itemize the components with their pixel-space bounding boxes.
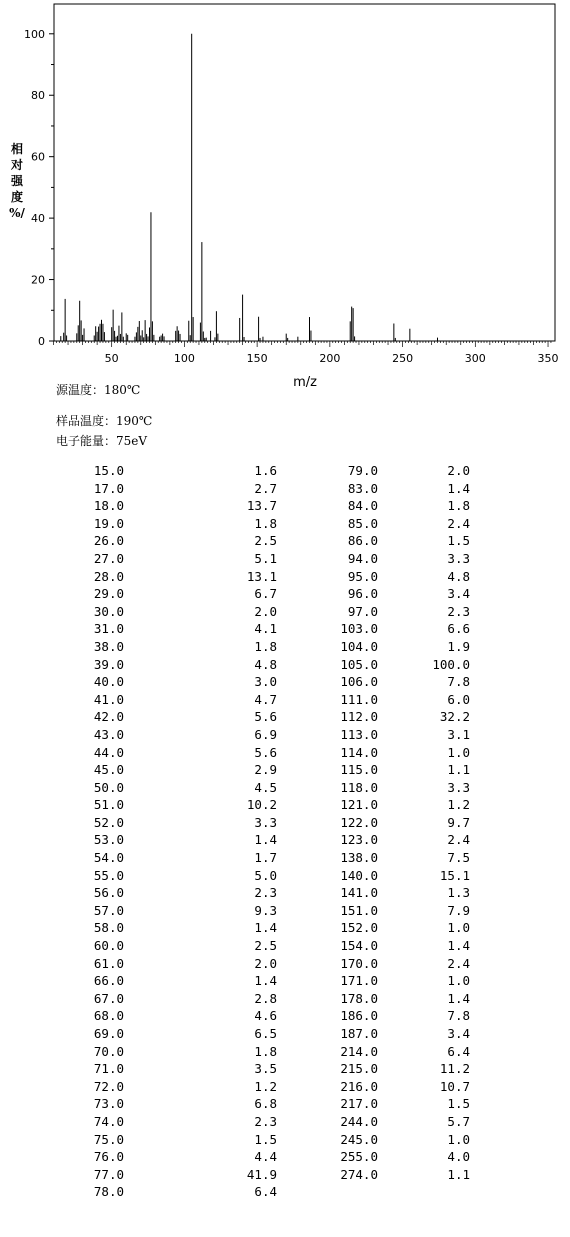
- peak-row: [60, 744, 277, 762]
- peak-intensity: 13.1: [246, 568, 277, 584]
- peak-mz: 123.0: [340, 832, 378, 848]
- peak-mz: 255.0: [340, 1149, 378, 1165]
- peak-mz: 58.0: [93, 920, 124, 936]
- peak-mz: 114.0: [340, 744, 378, 760]
- peak-intensity: 13.7: [246, 498, 277, 514]
- peak-row: [60, 831, 277, 849]
- peak-intensity: 41.9: [246, 1166, 277, 1182]
- peak-mz: 51.0: [93, 797, 124, 813]
- peak-row: [314, 691, 470, 709]
- peak-row: [60, 620, 277, 638]
- peak-row: [314, 1043, 470, 1061]
- peak-intensity: 1.4: [254, 832, 277, 848]
- peak-intensity: 1.4: [447, 938, 470, 954]
- peak-mz: 77.0: [93, 1166, 124, 1182]
- peak-mz: 115.0: [340, 762, 378, 778]
- peak-intensity: 4.8: [447, 568, 470, 584]
- x-tick-label: 50: [104, 352, 119, 365]
- peak-row: [314, 779, 470, 797]
- peak-mz: 215.0: [340, 1061, 378, 1077]
- peak-intensity: 6.5: [254, 1026, 277, 1041]
- peak-intensity: 6.7: [254, 586, 277, 602]
- peak-row: [60, 1078, 277, 1096]
- peak-intensity: 4.6: [254, 1008, 277, 1024]
- peak-row: [314, 937, 470, 955]
- peak-row: [60, 656, 277, 674]
- peak-row: [314, 849, 470, 867]
- peak-mz: 54.0: [93, 850, 124, 866]
- peak-intensity: 9.3: [254, 902, 277, 918]
- peak-intensity: 6.4: [447, 1043, 470, 1059]
- peak-mz: 122.0: [340, 814, 378, 830]
- y-axis-label-char: 相: [10, 142, 24, 156]
- peak-mz: 186.0: [340, 1008, 378, 1024]
- peak-intensity: 5.0: [254, 867, 277, 883]
- peak-mz: 85.0: [347, 515, 378, 531]
- peak-mz: 53.0: [93, 832, 124, 848]
- peak-intensity: 1.4: [447, 480, 470, 496]
- x-tick-label: 150: [246, 352, 268, 365]
- peak-mz: 216.0: [340, 1078, 378, 1094]
- x-tick-label: 100: [173, 352, 195, 365]
- peak-row: [60, 884, 277, 902]
- peak-intensity: 1.0: [447, 1131, 470, 1147]
- peak-intensity: 1.3: [447, 885, 470, 901]
- peak-row: [60, 919, 277, 937]
- peak-intensity: 3.4: [447, 1026, 470, 1041]
- peak-intensity: 2.0: [254, 603, 277, 619]
- peak-mz: 38.0: [93, 638, 124, 654]
- peak-intensity: 2.7: [254, 480, 277, 496]
- peak-mz: 73.0: [93, 1096, 124, 1112]
- peak-row: [314, 1025, 470, 1043]
- peak-mz: 84.0: [347, 498, 378, 514]
- peak-intensity: 3.5: [254, 1061, 277, 1077]
- peak-mz: 141.0: [340, 885, 378, 901]
- peak-row: [314, 1078, 470, 1096]
- peak-mz: 69.0: [93, 1026, 124, 1041]
- peak-mz: 104.0: [340, 638, 378, 654]
- peak-mz: 66.0: [93, 973, 124, 989]
- peak-intensity: 2.0: [254, 955, 277, 971]
- peak-intensity: 5.6: [254, 709, 277, 725]
- peak-row: [314, 919, 470, 937]
- peak-intensity: 10.7: [439, 1078, 470, 1094]
- peak-intensity: 3.3: [447, 550, 470, 566]
- peak-intensity: 1.4: [254, 920, 277, 936]
- peak-row: [314, 638, 470, 656]
- peak-mz: 138.0: [340, 850, 378, 866]
- peak-row: [314, 814, 470, 832]
- peak-row: [60, 568, 277, 586]
- peak-row: [60, 532, 277, 550]
- peak-mz: 42.0: [93, 709, 124, 725]
- peak-table-left: [60, 462, 277, 1201]
- peak-row: [314, 744, 470, 762]
- peak-row: [314, 603, 470, 621]
- peak-intensity: 3.1: [447, 726, 470, 742]
- peak-mz: 178.0: [340, 990, 378, 1006]
- peak-intensity: 1.4: [254, 973, 277, 989]
- peak-row: [314, 902, 470, 920]
- peak-row: [60, 1025, 277, 1043]
- peak-row: [314, 480, 470, 498]
- peak-intensity: 3.3: [447, 779, 470, 795]
- peak-mz: 97.0: [347, 603, 378, 619]
- peak-intensity: 6.0: [447, 691, 470, 707]
- peak-mz: 26.0: [93, 533, 124, 549]
- peak-mz: 121.0: [340, 797, 378, 813]
- y-tick-label: 0: [38, 335, 45, 348]
- peak-mz: 17.0: [93, 480, 124, 496]
- peak-row: [314, 1007, 470, 1025]
- peak-row: [60, 603, 277, 621]
- y-tick-label: 100: [24, 27, 45, 41]
- peak-row: [314, 673, 470, 691]
- peak-row: [60, 1043, 277, 1061]
- peak-intensity: 1.8: [254, 638, 277, 654]
- peak-row: [60, 955, 277, 973]
- peak-row: [314, 831, 470, 849]
- peak-row: [314, 1166, 470, 1184]
- peak-intensity: 4.5: [254, 779, 277, 795]
- x-tick-label: 300: [464, 352, 486, 365]
- peak-mz: 27.0: [93, 550, 124, 566]
- peak-intensity: 1.5: [447, 533, 470, 549]
- peak-row: [60, 1148, 277, 1166]
- peak-mz: 244.0: [340, 1113, 378, 1129]
- peak-mz: 44.0: [93, 744, 124, 760]
- peak-mz: 171.0: [340, 973, 378, 989]
- peak-row: [314, 1113, 470, 1131]
- peak-intensity: 1.8: [254, 1043, 277, 1059]
- peak-row: [314, 1131, 470, 1149]
- peak-mz: 152.0: [340, 920, 378, 936]
- peak-intensity: 6.8: [254, 1096, 277, 1112]
- peak-mz: 86.0: [347, 533, 378, 549]
- peak-mz: 94.0: [347, 550, 378, 566]
- peak-intensity: 2.5: [254, 533, 277, 549]
- peak-row: [60, 726, 277, 744]
- peak-intensity: 1.1: [447, 1166, 470, 1182]
- peak-row: [60, 691, 277, 709]
- peak-row: [60, 849, 277, 867]
- peak-intensity: 3.3: [254, 814, 277, 830]
- peak-mz: 45.0: [93, 762, 124, 778]
- peak-row: [60, 990, 277, 1008]
- peak-intensity: 1.0: [447, 973, 470, 989]
- peak-mz: 118.0: [340, 779, 378, 795]
- peak-mz: 56.0: [93, 885, 124, 901]
- peak-row: [314, 1148, 470, 1166]
- peak-mz: 74.0: [93, 1113, 124, 1129]
- peak-intensity: 2.4: [447, 515, 470, 531]
- peak-intensity: 9.7: [447, 814, 470, 830]
- peak-intensity: 2.3: [254, 885, 277, 901]
- peak-intensity: 4.7: [254, 691, 277, 707]
- peak-intensity: 2.4: [447, 832, 470, 848]
- peak-row: [314, 972, 470, 990]
- electron-energy: 电子能量：75eV: [56, 434, 148, 448]
- peak-row: [60, 1007, 277, 1025]
- peak-mz: 67.0: [93, 990, 124, 1006]
- peak-row: [314, 796, 470, 814]
- peak-mz: 41.0: [93, 691, 124, 707]
- peak-intensity: 7.8: [447, 674, 470, 690]
- peak-row: [314, 867, 470, 885]
- peak-mz: 61.0: [93, 955, 124, 971]
- peak-row: [60, 462, 277, 480]
- peak-row: [314, 515, 470, 533]
- peak-intensity: 3.0: [254, 674, 277, 690]
- peak-intensity: 7.8: [447, 1008, 470, 1024]
- peak-row: [314, 884, 470, 902]
- peak-mz: 187.0: [340, 1026, 378, 1041]
- peak-intensity: 2.5: [254, 938, 277, 954]
- peak-intensity: 1.0: [447, 744, 470, 760]
- peak-row: [60, 814, 277, 832]
- peak-mz: 60.0: [93, 938, 124, 954]
- peak-intensity: 1.7: [254, 850, 277, 866]
- peak-intensity: 7.9: [447, 902, 470, 918]
- peak-mz: 19.0: [93, 515, 124, 531]
- peak-row: [314, 1060, 470, 1078]
- peak-mz: 96.0: [347, 586, 378, 602]
- peak-intensity: 5.1: [254, 550, 277, 566]
- peak-mz: 52.0: [93, 814, 124, 830]
- peak-intensity: 100.0: [432, 656, 470, 672]
- peak-row: [60, 550, 277, 568]
- peak-mz: 106.0: [340, 674, 378, 690]
- peak-row: [60, 867, 277, 885]
- peak-mz: 55.0: [93, 867, 124, 883]
- peak-intensity: 1.6: [254, 463, 277, 478]
- peak-intensity: 4.1: [254, 621, 277, 637]
- peak-intensity: 11.2: [439, 1061, 470, 1077]
- peak-intensity: 1.5: [254, 1131, 277, 1147]
- peak-row: [60, 515, 277, 533]
- peak-row: [60, 937, 277, 955]
- peak-intensity: 32.2: [439, 709, 470, 725]
- peak-row: [60, 1131, 277, 1149]
- source-temperature: 源温度：180℃: [56, 383, 141, 397]
- peak-row: [314, 726, 470, 744]
- peak-mz: 40.0: [93, 674, 124, 690]
- x-axis-label: m/z: [293, 375, 317, 390]
- peak-row: [60, 796, 277, 814]
- peak-row: [60, 585, 277, 603]
- peak-row: [314, 462, 470, 480]
- peak-intensity: 1.2: [254, 1078, 277, 1094]
- peak-mz: 112.0: [340, 709, 378, 725]
- mass-spectrum-chart: [0, 0, 570, 395]
- peak-row: [60, 497, 277, 515]
- peak-intensity: 5.6: [254, 744, 277, 760]
- peak-mz: 57.0: [93, 902, 124, 918]
- peak-row: [60, 972, 277, 990]
- peak-row: [60, 708, 277, 726]
- peak-mz: 170.0: [340, 955, 378, 971]
- peak-intensity: 10.2: [246, 797, 277, 813]
- peak-mz: 103.0: [340, 621, 378, 637]
- peak-intensity: 2.3: [254, 1113, 277, 1129]
- peak-mz: 274.0: [340, 1166, 378, 1182]
- peak-mz: 50.0: [93, 779, 124, 795]
- peak-mz: 154.0: [340, 938, 378, 954]
- peak-intensity: 2.0: [447, 463, 470, 478]
- y-tick-label: 80: [31, 89, 45, 103]
- peak-intensity: 4.4: [254, 1149, 277, 1165]
- peak-intensity: 1.4: [447, 990, 470, 1006]
- peak-mz: 72.0: [93, 1078, 124, 1094]
- peak-mz: 28.0: [93, 568, 124, 584]
- peak-row: [314, 990, 470, 1008]
- peak-row: [314, 1095, 470, 1113]
- peak-row: [60, 480, 277, 498]
- peak-intensity: 15.1: [439, 867, 470, 883]
- peak-intensity: 7.5: [447, 850, 470, 866]
- peak-mz: 245.0: [340, 1131, 378, 1147]
- peak-row: [314, 620, 470, 638]
- peak-row: [314, 497, 470, 515]
- peak-mz: 214.0: [340, 1043, 378, 1059]
- peak-mz: 83.0: [347, 480, 378, 496]
- peak-intensity: 1.9: [447, 638, 470, 654]
- peak-intensity: 2.8: [254, 990, 277, 1006]
- peak-mz: 75.0: [93, 1131, 124, 1147]
- peak-mz: 76.0: [93, 1149, 124, 1165]
- peak-intensity: 5.7: [447, 1113, 470, 1129]
- peak-mz: 18.0: [93, 498, 124, 514]
- peak-mz: 111.0: [340, 691, 378, 707]
- y-tick-label: 20: [31, 273, 45, 287]
- x-tick-label: 350: [537, 352, 559, 365]
- x-tick-label: 200: [319, 352, 341, 365]
- peak-mz: 78.0: [93, 1184, 124, 1200]
- peak-intensity: 6.9: [254, 726, 277, 742]
- peak-row: [314, 532, 470, 550]
- peak-intensity: 6.4: [254, 1184, 277, 1200]
- peak-row: [314, 550, 470, 568]
- y-axis-label-char: 对: [10, 158, 24, 172]
- peak-row: [60, 673, 277, 691]
- peak-intensity: 2.4: [447, 955, 470, 971]
- peak-intensity: 3.4: [447, 586, 470, 602]
- peak-mz: 113.0: [340, 726, 378, 742]
- peak-intensity: 2.9: [254, 762, 277, 778]
- peak-row: [314, 585, 470, 603]
- peak-row: [60, 779, 277, 797]
- peak-intensity: 1.2: [447, 797, 470, 813]
- peak-mz: 217.0: [340, 1096, 378, 1112]
- plot-frame: [54, 4, 555, 341]
- peak-intensity: 1.5: [447, 1096, 470, 1112]
- peak-intensity: 1.0: [447, 920, 470, 936]
- peak-intensity: 4.8: [254, 656, 277, 672]
- y-tick-label: 40: [31, 212, 45, 226]
- peak-mz: 95.0: [347, 568, 378, 584]
- peak-table-right: [314, 462, 470, 1183]
- peak-mz: 140.0: [340, 867, 378, 883]
- peak-intensity: 2.3: [447, 603, 470, 619]
- peak-intensity: 1.1: [447, 762, 470, 778]
- sample-temperature: 样品温度：190℃: [56, 414, 153, 428]
- peak-mz: 105.0: [340, 656, 378, 672]
- y-axis-label-char: %/: [9, 206, 25, 220]
- peak-mz: 39.0: [93, 656, 124, 672]
- peak-row: [60, 1113, 277, 1131]
- y-axis-label-char: 度: [10, 190, 24, 204]
- peak-mz: 70.0: [93, 1043, 124, 1059]
- peak-row: [60, 1166, 277, 1184]
- peak-row: [60, 1183, 277, 1201]
- peak-row: [60, 1095, 277, 1113]
- peak-intensity: 1.8: [254, 515, 277, 531]
- peak-row: [314, 656, 470, 674]
- peak-intensity: 6.6: [447, 621, 470, 637]
- peak-row: [314, 568, 470, 586]
- peak-mz: 68.0: [93, 1008, 124, 1024]
- peak-mz: 43.0: [93, 726, 124, 742]
- peak-row: [314, 955, 470, 973]
- peak-mz: 31.0: [93, 621, 124, 637]
- peak-mz: 30.0: [93, 603, 124, 619]
- peak-mz: 71.0: [93, 1061, 124, 1077]
- peak-row: [314, 761, 470, 779]
- peak-row: [60, 1060, 277, 1078]
- peak-intensity: 4.0: [447, 1149, 470, 1165]
- y-axis-label-char: 强: [10, 174, 24, 188]
- peak-intensity: 1.8: [447, 498, 470, 514]
- peak-mz: 79.0: [347, 463, 378, 478]
- x-tick-label: 250: [392, 352, 414, 365]
- peak-mz: 151.0: [340, 902, 378, 918]
- peak-row: [60, 761, 277, 779]
- peak-row: [60, 638, 277, 656]
- peak-mz: 15.0: [93, 463, 124, 478]
- peak-mz: 29.0: [93, 586, 124, 602]
- y-tick-label: 60: [31, 150, 45, 164]
- peak-row: [314, 708, 470, 726]
- peak-row: [60, 902, 277, 920]
